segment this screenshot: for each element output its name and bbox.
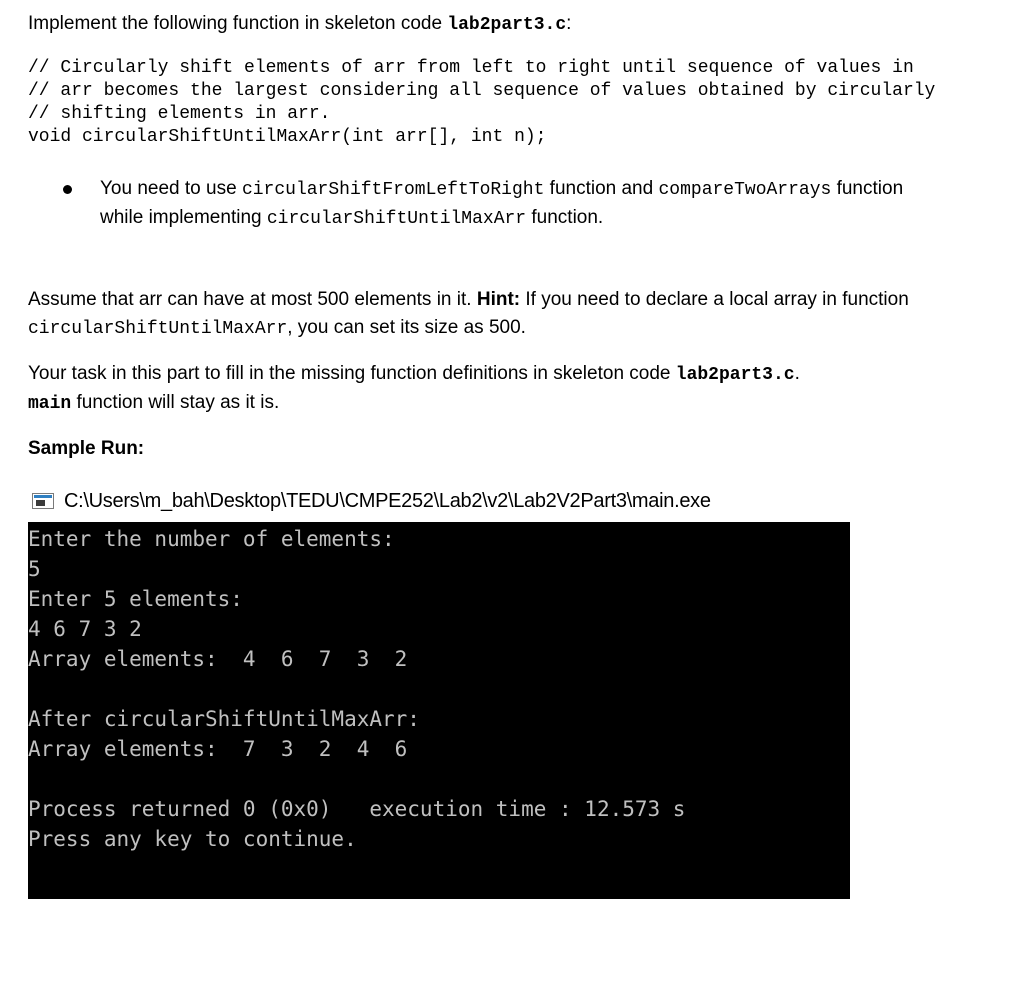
- instruction-colon: :: [566, 13, 572, 34]
- console-line: After circularShiftUntilMaxArr:: [28, 707, 420, 731]
- code-line: // Circularly shift elements of arr from left to right until sequence of values in: [28, 58, 914, 78]
- task-line-1: [28, 360, 988, 389]
- bullet-text: function.: [526, 207, 604, 228]
- console-line: Process returned 0 (0x0) execution time : 12.573 s: [28, 797, 686, 821]
- console-title-path: C:\Users\m_bah\Desktop\TEDU\CMPE252\Lab2\v2\Lab2V2Part3\main.exe: [64, 489, 711, 512]
- console-app-icon: [32, 493, 54, 509]
- task-filename: lab2part3.c: [675, 365, 795, 385]
- instruction-paragraph: [28, 10, 988, 39]
- bullet-text: You need to use: [100, 178, 242, 199]
- console-line: 4 6 7 3 2: [28, 617, 142, 641]
- console-line: Array elements: 7 3 2 4 6: [28, 737, 408, 761]
- bullet-dot-icon: [63, 185, 72, 194]
- console-line: Array elements: 4 6 7 3 2: [28, 647, 408, 671]
- assume-paragraph: [28, 286, 988, 343]
- hint-label: Hint:: [476, 289, 521, 310]
- assume-code: circularShiftUntilMaxArr: [28, 319, 288, 339]
- bullet-item: [28, 175, 988, 233]
- bullet-line-2: [100, 204, 988, 233]
- task-main-code: main: [28, 394, 72, 414]
- bullet-code: circularShiftUntilMaxArr: [266, 209, 527, 229]
- task-text: function will stay as it is.: [71, 392, 280, 413]
- instruction-filename: lab2part3.c: [447, 15, 567, 35]
- instruction-text: Implement the following function in skeleton code: [28, 13, 448, 34]
- code-block: [28, 57, 988, 149]
- task-text: .: [794, 363, 800, 384]
- code-line: void circularShiftUntilMaxArr(int arr[], int n);: [28, 127, 547, 147]
- console-line: Enter the number of elements:: [28, 527, 395, 551]
- bullet-text: function and: [544, 178, 659, 199]
- sample-run-heading: [28, 435, 988, 463]
- bullet-code: compareTwoArrays: [658, 180, 832, 200]
- assume-text: If you need to declare a local array in function: [520, 289, 909, 310]
- console-title-bar: [28, 486, 988, 516]
- sample-run-label: Sample Run:: [28, 438, 145, 459]
- bullet-text: while implementing: [100, 207, 267, 228]
- task-text: Your task in this part to fill in the missing function definitions in skeleton code: [28, 363, 676, 384]
- console-window: [28, 486, 988, 899]
- console-line: [28, 764, 850, 794]
- bullet-code: circularShiftFromLeftToRight: [241, 180, 545, 200]
- code-line: // shifting elements in arr.: [28, 104, 331, 124]
- assume-line-1: [28, 286, 988, 314]
- console-line: [28, 674, 850, 704]
- bullet-text: function: [831, 178, 904, 199]
- bullet-line-1: [100, 175, 988, 204]
- task-paragraph: [28, 360, 988, 418]
- assume-line-2: [28, 314, 988, 343]
- code-line: // arr becomes the largest considering all sequence of values obtained by circularly: [28, 81, 936, 101]
- assume-text: Assume that arr can have at most 500 elements in it.: [28, 289, 477, 310]
- console-line: Enter 5 elements:: [28, 587, 243, 611]
- console-line: 5: [28, 557, 41, 581]
- task-line-2: [28, 389, 988, 418]
- assume-text: , you can set its size as 500.: [287, 317, 526, 338]
- console-output: [28, 522, 850, 899]
- console-line: Press any key to continue.: [28, 827, 357, 851]
- document: [28, 8, 988, 899]
